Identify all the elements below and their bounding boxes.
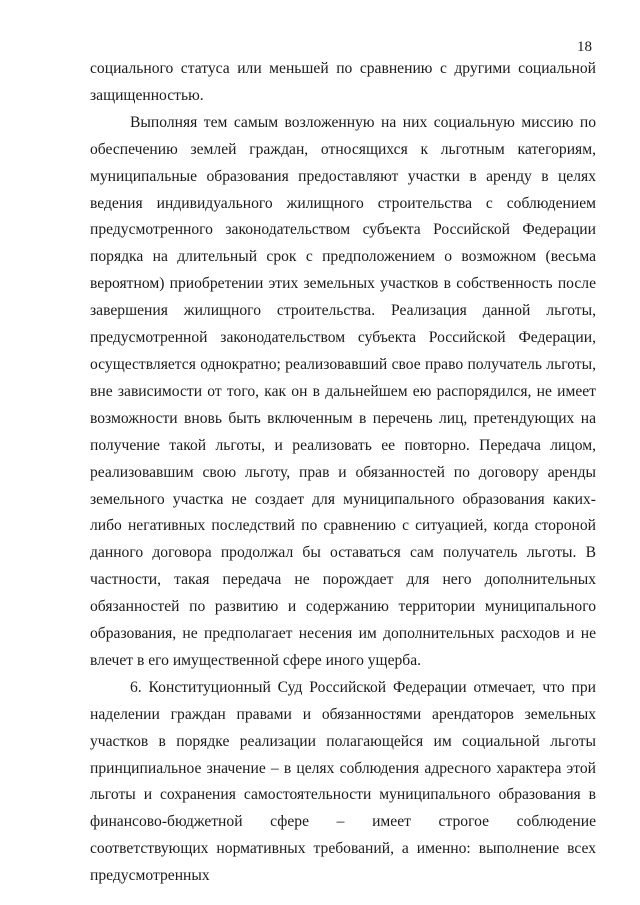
- paragraph-1: социального статуса или меньшей по сравнению с другими социальной защищенностью.: [90, 60, 596, 104]
- document-body: [90, 56, 596, 890]
- paragraph-2: Выполняя тем самым возложенную на них социальную миссию по обеспечению землей граждан, относящихся к льготным категориям, муниципальные образования предоставляют участки в аренду в целях ведения индивидуального жилищного строительства с соблюдением предусмотренного законодательством субъекта Российской Федерации порядка на длительный срок с предположением о возможном (весьма вероятном) приобретении этих земельных участков в собственность после завершения жилищного строительства. Реализация данной льготы, предусмотренной законодательством субъекта Российской Федерации, осуществляется однократно; реализовавший свое право получатель льготы, вне зависимости от того, как он в дальнейшем ею распорядился, не имеет возможности вновь быть включенным в перечень лиц, претендующих на получение такой льготы, и реализовать ее повторно. Передача лицом, реализовавшим свою льготу, прав и обязанностей по договору аренды земельного участка не создает для муниципального образования каких-либо негативных последствий по сравнению с ситуацией, когда стороной данного договора продолжал бы оставаться сам получатель льготы. В частности, такая передача не порождает для него дополнительных обязанностей по развитию и содержанию территории муниципального образования, не предполагает несения им дополнительных расходов и не влечет в его имущественной сфере иного ущерба.: [90, 113, 596, 669]
- paragraph-3: 6. Конституционный Суд Российской Федерации отмечает, что при наделении граждан правами и обязанностями арендаторов земельных участков в порядке реализации полагающейся им социальной льготы принципиальное значение – в целях соблюдения адресного характера этой льготы и сохранения самостоятельности муниципального образования в финансово-бюджетной сфере – имеет строгое соблюдение соответствующих нормативных требований, а именно: выполнение всех предусмотренных: [90, 678, 596, 885]
- page-number: 18: [577, 39, 592, 55]
